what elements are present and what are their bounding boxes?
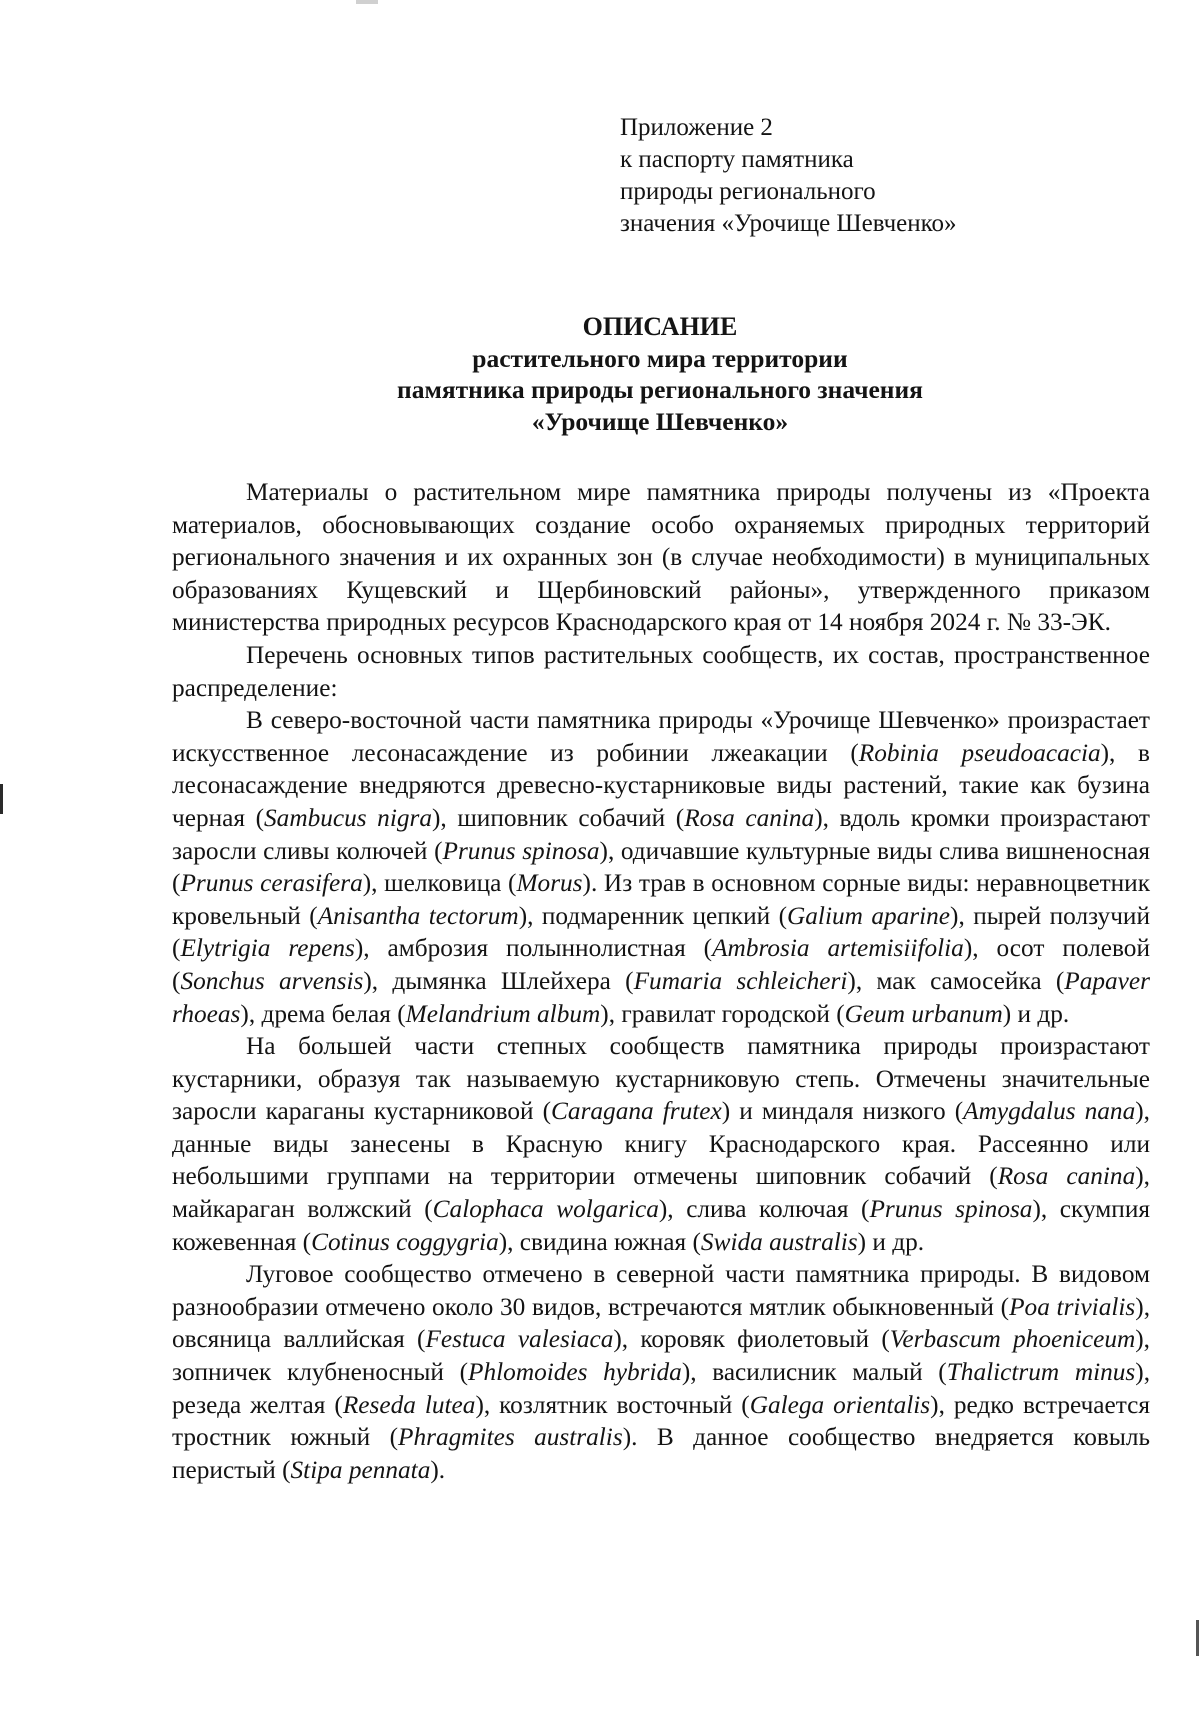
latin-species-name: Papaver rhoeas: [172, 966, 1150, 1028]
scan-artifact-right: [1196, 1620, 1199, 1656]
latin-species-name: Geum urbanum: [844, 999, 1003, 1028]
latin-species-name: Phlomoides hybrida: [468, 1358, 682, 1387]
text-run: Материалы о растительном мире памятника природы получены из «Проекта материалов, обосновывающих создание особо охраняемых природных территорий регионального значения и их охранных зон (в случае необходимости) в муниципальных образованиях Кущевский и Щербиновский районы», утвержденного приказом министерства природных ресурсов Краснодарского края от 14 ноября 2024 г. № 33-ЭК.: [172, 478, 1150, 637]
title-line-3: памятника природы регионального значения: [397, 375, 923, 404]
paragraph-meadow: [172, 1258, 1150, 1486]
text-run: ), коровяк фиолетовый (: [613, 1325, 890, 1354]
text-run: ), пырей ползучий (: [172, 901, 1151, 963]
paragraph-shrub-steppe: [172, 1030, 1150, 1258]
latin-species-name: Prunus cerasifera: [180, 869, 363, 898]
appendix-line-1: Приложение 2: [620, 114, 773, 141]
text-run: ), шелковица (: [362, 869, 517, 898]
text-run: ), резеда желтая (: [172, 1358, 1151, 1419]
text-run: ), гравилат городской (: [600, 999, 845, 1028]
latin-species-name: Rosa canina: [997, 1162, 1136, 1191]
text-run: В северо-восточной части памятника природы «Урочище Шевченко» произрастает искусственное лесонасаждение из робинии лжеакации (: [172, 706, 1150, 767]
text-run: ), редко встречается тростник южный (: [172, 1390, 1150, 1452]
latin-species-name: Morus: [516, 869, 583, 898]
text-run: ), козлятник восточный (: [475, 1390, 750, 1419]
text-run: ), осот полевой (: [172, 934, 1150, 995]
text-run: ), майкараган волжский (: [172, 1162, 1150, 1224]
text-run: ). В данное сообщество внедряется ковыль перистый (: [172, 1423, 1150, 1484]
latin-species-name: Caragana frutex: [551, 1097, 722, 1126]
latin-species-name: Phragmites australis: [398, 1423, 623, 1452]
text-run: ) и др.: [857, 1227, 925, 1256]
text-run: Луговое сообщество отмечено в северной части памятника природы. В видовом разнообразии отмечено около 30 видов, встречаются мятлик обыкновенный (: [172, 1260, 1150, 1321]
latin-species-name: Reseda lutea: [342, 1390, 476, 1419]
appendix-header: [620, 112, 957, 240]
latin-species-name: Amygdalus nana: [963, 1097, 1136, 1126]
text-run: ) и миндаля низкого (: [721, 1097, 964, 1126]
body-text: [172, 476, 1150, 1486]
latin-species-name: Verbascum phoeniceum: [889, 1325, 1136, 1354]
text-run: ), зопничек клубненосный (: [172, 1325, 1150, 1387]
title-line-2: растительного мира территории: [472, 343, 848, 373]
text-run: ), слива колючая (: [658, 1195, 870, 1224]
paragraph-source: [172, 476, 1150, 639]
text-run: ), данные виды занесены в Красную книгу Краснодарского края. Рассеянно или небольшими группами на территории отмечены шиповник собачий (: [172, 1097, 1150, 1191]
latin-species-name: Stipa pennata: [290, 1455, 431, 1484]
latin-species-name: Elytrigia repens: [180, 934, 355, 963]
text-run: ) и др.: [1002, 999, 1070, 1028]
text-run: ), овсяница валлийская (: [172, 1292, 1151, 1354]
scan-artifact-top: [356, 0, 378, 4]
latin-species-name: Ambrosia artemisiifolia: [712, 934, 964, 963]
text-run: ), в лесонасаждение внедряются древесно-кустарниковые виды растений, такие как бузина черная (: [172, 738, 1150, 832]
text-run: ), подмаренник цепкий (: [518, 901, 788, 930]
latin-species-name: Fumaria schleicheri: [633, 966, 848, 995]
text-run: ), свидина южная (: [498, 1227, 701, 1256]
latin-species-name: Galega orientalis: [749, 1390, 931, 1419]
latin-species-name: Robinia pseudoacacia: [858, 738, 1101, 767]
text-run: ), скумпия кожевенная (: [172, 1195, 1150, 1256]
latin-species-name: Swida australis: [700, 1227, 858, 1256]
title-main: ОПИСАНИЕ: [582, 312, 738, 341]
latin-species-name: Cotinus coggygria: [311, 1227, 499, 1256]
paragraph-community-list: [172, 639, 1150, 704]
latin-species-name: Melandrium album: [405, 999, 601, 1028]
text-run: ), мак самосейка (: [847, 966, 1065, 995]
latin-species-name: Sambucus nigra: [264, 803, 432, 832]
latin-species-name: Rosa canina: [684, 803, 815, 832]
text-run: ), дрема белая (: [240, 999, 406, 1028]
text-run: На большей части степных сообществ памятника природы произрастают кустарники, образуя так называемую кустарниковую степь. Отмечены значительные заросли караганы кустарниковой (: [172, 1032, 1150, 1126]
appendix-line-4: значения «Урочище Шевченко»: [620, 210, 957, 237]
document-title: [170, 311, 1150, 437]
text-run: ). Из трав в основном сорные виды: неравноцветник кровельный (: [172, 869, 1150, 930]
text-run: ), василисник малый (: [681, 1358, 947, 1387]
text-run: ), дымянка Шлейхера (: [363, 966, 634, 995]
latin-species-name: Prunus spinosa: [442, 836, 600, 865]
latin-species-name: Sonchus arvensis: [180, 966, 364, 995]
text-run: ).: [430, 1455, 446, 1484]
latin-species-name: Anisantha tectorum: [317, 901, 519, 930]
latin-species-name: Thalictrum minus: [946, 1358, 1136, 1387]
latin-species-name: Calophaca wolgarica: [432, 1195, 659, 1224]
text-run: ), шиповник собачий (: [432, 803, 685, 832]
appendix-line-2: к паспорту памятника: [620, 146, 854, 173]
paragraph-forest-plantation: [172, 704, 1150, 1030]
text-run: ), вдоль кромки произрастают заросли сливы колючей (: [172, 803, 1150, 865]
title-line-4: «Урочище Шевченко»: [531, 406, 789, 436]
appendix-line-3: природы регионального: [620, 178, 876, 205]
latin-species-name: Prunus spinosa: [869, 1195, 1033, 1224]
scan-artifact-left: [0, 784, 3, 814]
latin-species-name: Festuca valesiaca: [425, 1325, 614, 1354]
text-run: ), амброзия полыннолистная (: [354, 934, 713, 963]
text-run: ), одичавшие культурные виды слива вишненосная (: [172, 836, 1150, 898]
text-run: Перечень основных типов растительных сообществ, их состав, пространственное распределение:: [172, 640, 1150, 702]
latin-species-name: Poa trivialis: [1009, 1292, 1136, 1321]
latin-species-name: Galium aparine: [787, 901, 951, 930]
